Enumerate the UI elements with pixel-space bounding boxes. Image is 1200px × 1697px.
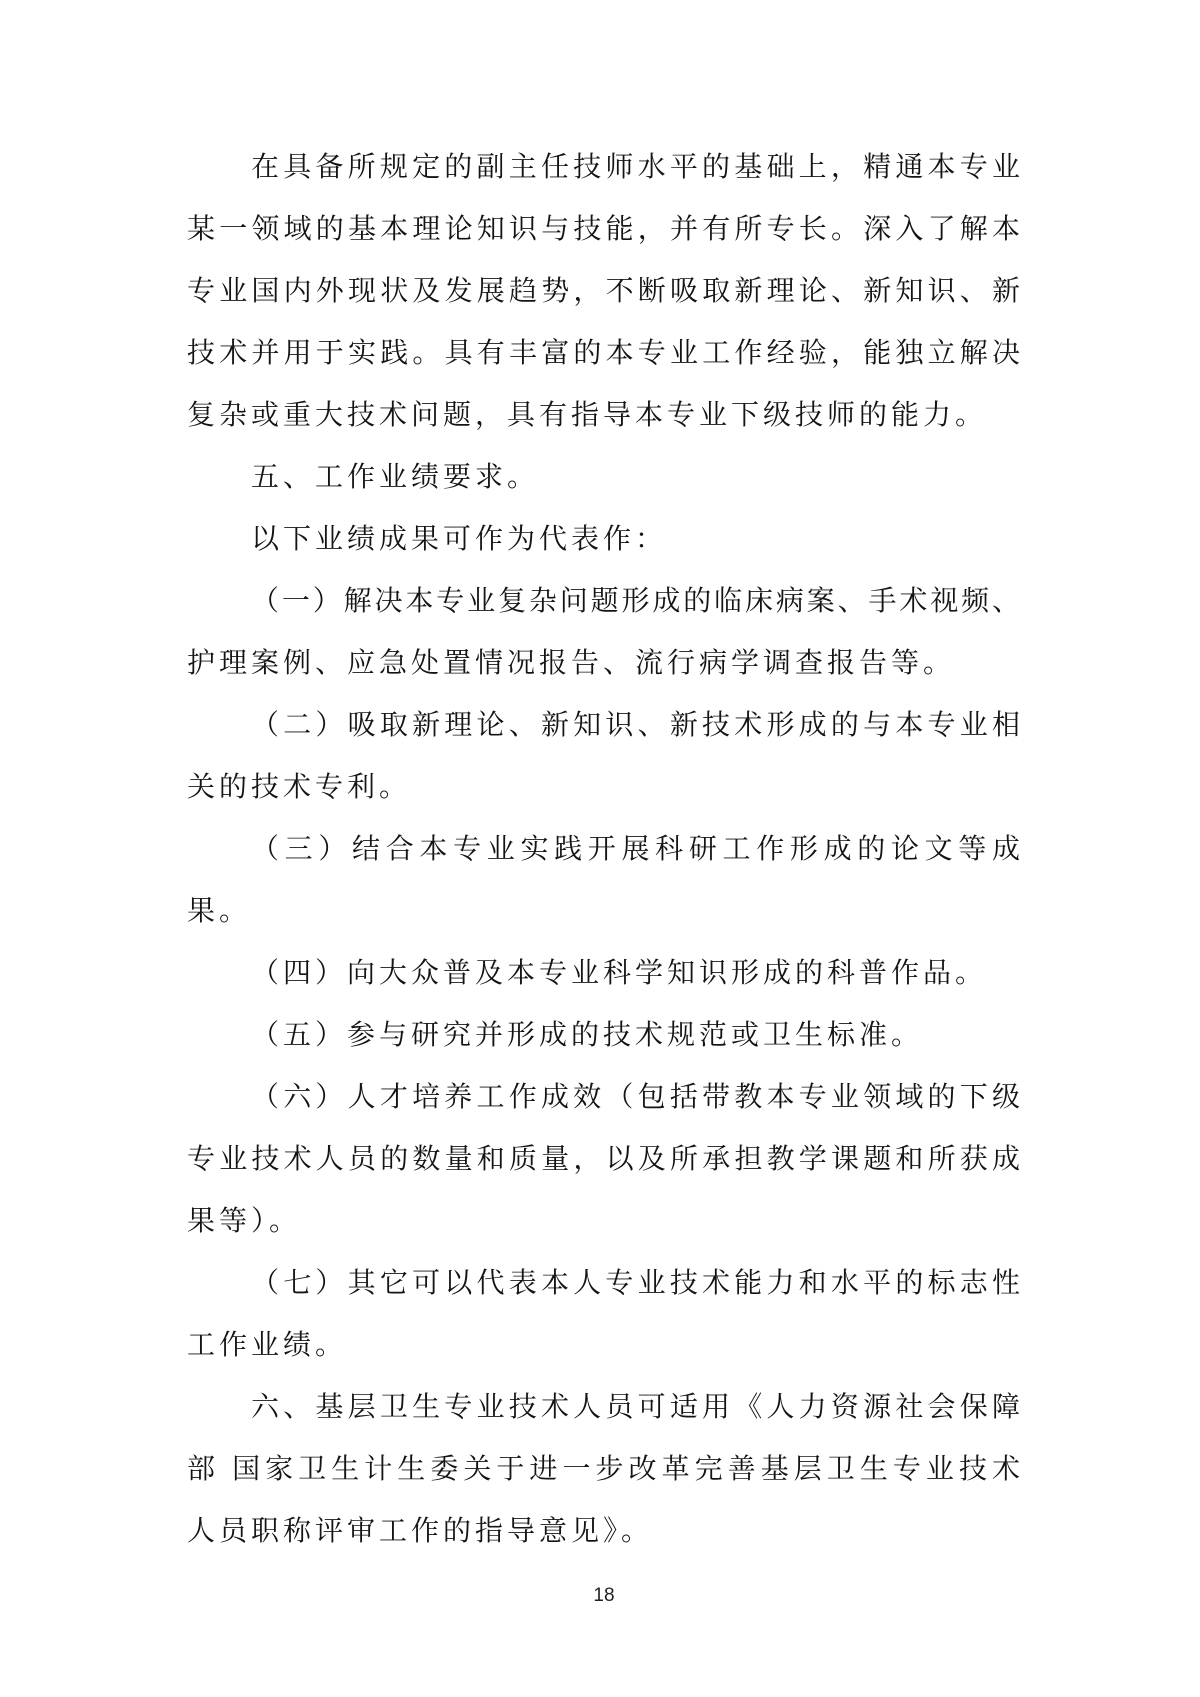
paragraph bbox=[187, 137, 1022, 447]
text-line: 技术并用于实践。具有丰富的本专业工作经验，能独立解决 bbox=[187, 338, 1022, 369]
text-line: 护理案例、应急处置情况报告、流行病学调查报告等。 bbox=[187, 648, 956, 679]
text-line: 某一领域的基本理论知识与技能，并有所专长。深入了解本 bbox=[187, 214, 1022, 245]
text-line: （一）解决本专业复杂问题形成的临床病案、手术视频、 bbox=[251, 586, 1022, 617]
text-line: （四）向大众普及本专业科学知识形成的科普作品。 bbox=[251, 958, 988, 989]
text-line: 复杂或重大技术问题，具有指导本专业下级技师的能力。 bbox=[187, 400, 988, 431]
list-item bbox=[187, 943, 1022, 1005]
text-line: 以下业绩成果可作为代表作： bbox=[251, 524, 668, 555]
list-item bbox=[187, 571, 1022, 695]
list-item bbox=[187, 1067, 1022, 1253]
text-line: 关的技术专利。 bbox=[187, 772, 412, 803]
text-line: （三）结合本专业实践开展科研工作形成的论文等成 bbox=[251, 834, 1022, 865]
text-line: 专业技术人员的数量和质量，以及所承担教学课题和所获成 bbox=[187, 1144, 1022, 1175]
text-line: 在具备所规定的副主任技师水平的基础上，精通本专业 bbox=[251, 152, 1022, 183]
list-item bbox=[187, 695, 1022, 819]
text-line: 工作业绩。 bbox=[187, 1330, 348, 1361]
text-line: 专业国内外现状及发展趋势，不断吸取新理论、新知识、新 bbox=[187, 276, 1022, 307]
list-item bbox=[187, 1005, 1022, 1067]
text-line: （六）人才培养工作成效（包括带教本专业领域的下级 bbox=[251, 1082, 1022, 1113]
text-line: （五）参与研究并形成的技术规范或卫生标准。 bbox=[251, 1020, 924, 1051]
list-item bbox=[187, 1253, 1022, 1377]
text-line: 果等）。 bbox=[187, 1206, 302, 1237]
section-heading bbox=[187, 1377, 1022, 1563]
paragraph bbox=[187, 509, 1022, 571]
list-item bbox=[187, 819, 1022, 943]
text-line: 五、工作业绩要求。 bbox=[251, 462, 540, 493]
text-line: 果。 bbox=[187, 896, 252, 927]
text-line: （七）其它可以代表本人专业技术能力和水平的标志性 bbox=[251, 1268, 1022, 1299]
document-body bbox=[187, 137, 1022, 1563]
page-number: 18 bbox=[593, 1585, 615, 1606]
text-line: 六、基层卫生专业技术人员可适用《人力资源社会保障 bbox=[251, 1392, 1022, 1423]
text-line: 人员职称评审工作的指导意见》。 bbox=[187, 1516, 654, 1547]
text-line: 部 国家卫生计生委关于进一步改革完善基层卫生专业技术 bbox=[187, 1454, 1022, 1485]
text-line: （二）吸取新理论、新知识、新技术形成的与本专业相 bbox=[251, 710, 1022, 741]
section-heading bbox=[187, 447, 1022, 509]
